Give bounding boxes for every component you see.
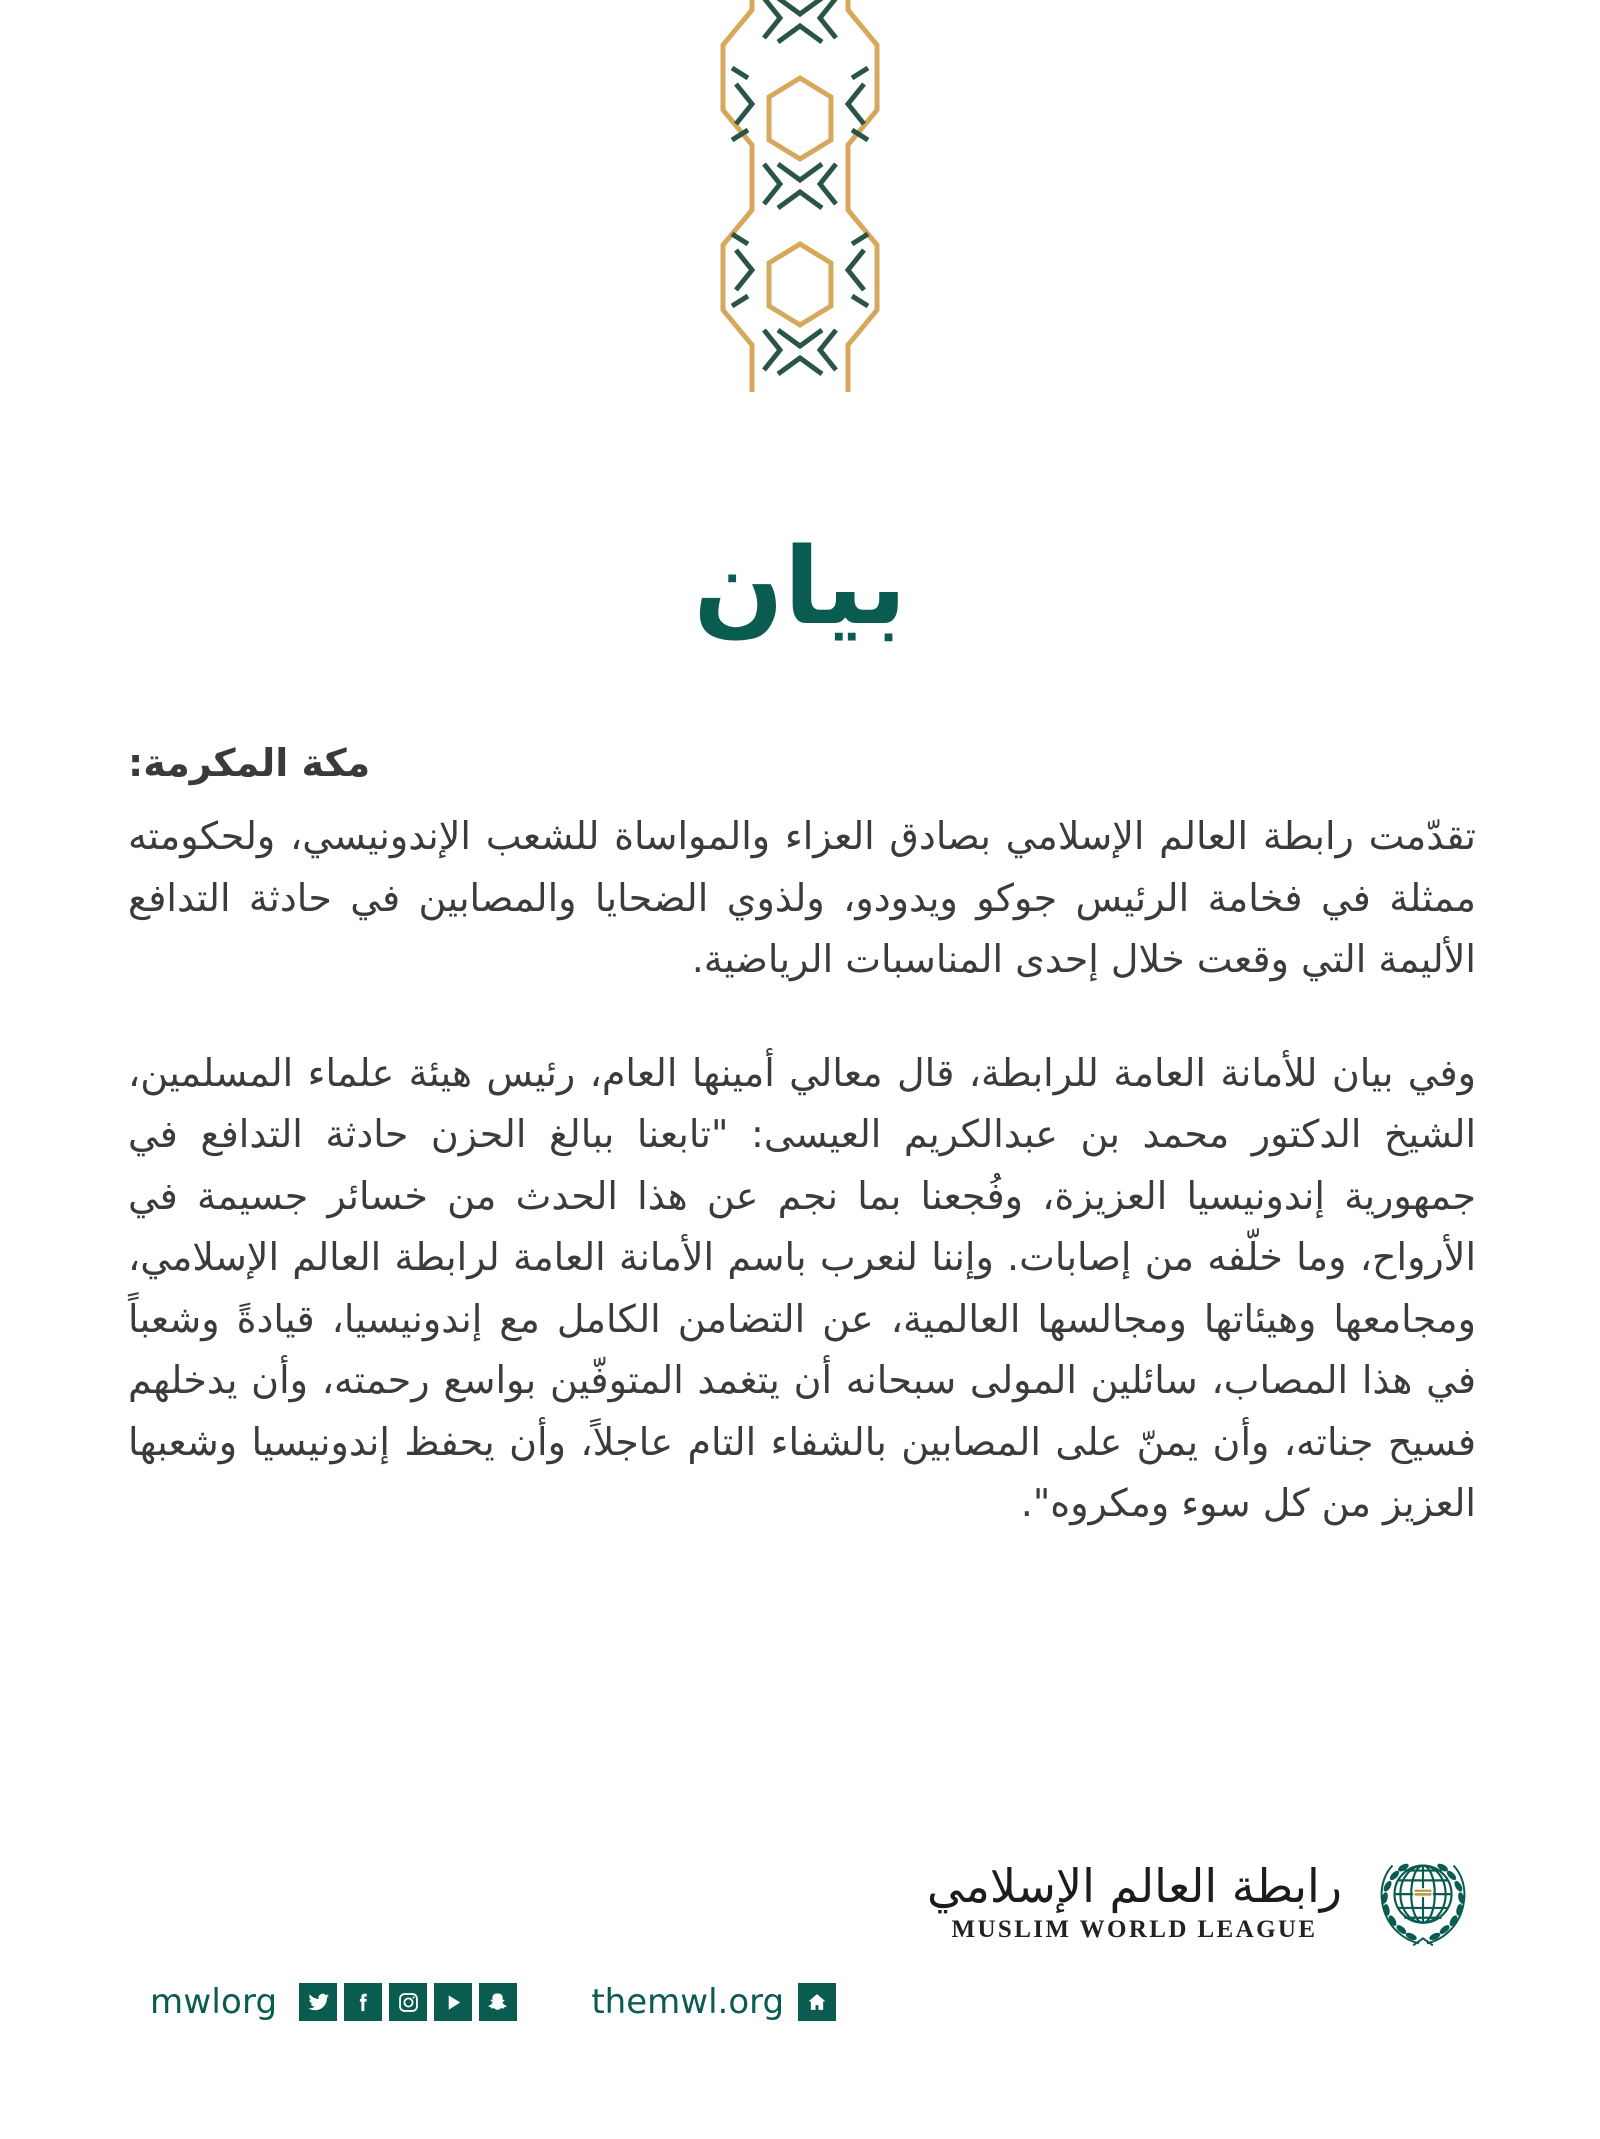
social-handle: mwlorg <box>150 1982 278 2022</box>
twitter-icon[interactable] <box>299 1983 337 2021</box>
website-url[interactable]: themwl.org <box>591 1982 785 2022</box>
home-house-glyph <box>806 1991 828 2013</box>
mwl-wordmark <box>927 1860 1342 1945</box>
page-title: بيان <box>693 525 907 649</box>
play-triangle-glyph <box>442 1991 465 2014</box>
snapchat-ghost-glyph <box>487 1991 510 2014</box>
facebook-f-glyph <box>352 1991 375 2014</box>
mwl-globe-laurel-emblem-icon <box>1364 1843 1482 1961</box>
statement-body <box>128 735 1476 1535</box>
paragraph-1: تقدّمت رابطة العالم الإسلامي بصادق العزاء والمواساة للشعب الإندونيسي، ولحكومته ممثلة في فخامة الرئيس جوكو ويدودو، ولذوي الضحايا والمصابين في حادثة التدافع الأليمة التي وقعت خلال إحدى المناسبات الرياضية. <box>128 814 1476 982</box>
twitter-bird-glyph <box>307 1991 330 2014</box>
instagram-camera-glyph <box>397 1991 420 2014</box>
footer-social-row <box>150 1982 836 2022</box>
home-icon[interactable] <box>798 1983 836 2021</box>
social-icon-set <box>299 1983 517 2021</box>
islamic-geometric-pattern-icon <box>690 0 910 392</box>
website-link-group[interactable] <box>591 1982 836 2022</box>
paragraph-2: وفي بيان للأمانة العامة للرابطة، قال معالي أمينها العام، رئيس هيئة علماء المسلمين، الشيخ الدكتور محمد بن عبدالكريم العيسى: "تابعنا ببالغ الحزن حادثة التدافع في جمهورية إندونيسيا العزيزة، وفُجعنا بما نجم عن هذا الحدث من خسائر جسيمة في الأرواح، وما خلّفه من إصابات. وإننا لنعرب باسم الأمانة العامة لرابطة العالم الإسلامي، ومجامعها وهيئاتها ومجالسها العالمية، عن التضامن الكامل مع إندونيسيا، قيادةً وشعباً في هذا المصاب، سائلين المولى سبحانه أن يتغمد المتوفّين بواسع رحمته، وأن يدخلهم فسيح جناته، وأن يمنّ على المصابين بالشفاء التام عاجلاً، وأن يحفظ إندونيسيا وشعبها العزيز من كل سوء ومكروه". <box>128 1050 1476 1526</box>
mwl-brand-lockup <box>927 1843 1482 1961</box>
dateline-heading: مكة المكرمة: <box>128 741 371 785</box>
youtube-icon[interactable] <box>434 1983 472 2021</box>
header-ornament <box>690 0 910 392</box>
mwl-wordmark-arabic: رابطة العالم الإسلامي <box>926 1858 1342 1913</box>
snapchat-icon[interactable] <box>479 1983 517 2021</box>
facebook-icon[interactable] <box>344 1983 382 2021</box>
instagram-icon[interactable] <box>389 1983 427 2021</box>
mwl-wordmark-english: MUSLIM WORLD LEAGUE <box>951 1916 1318 1944</box>
page-footer <box>0 1839 1600 2139</box>
